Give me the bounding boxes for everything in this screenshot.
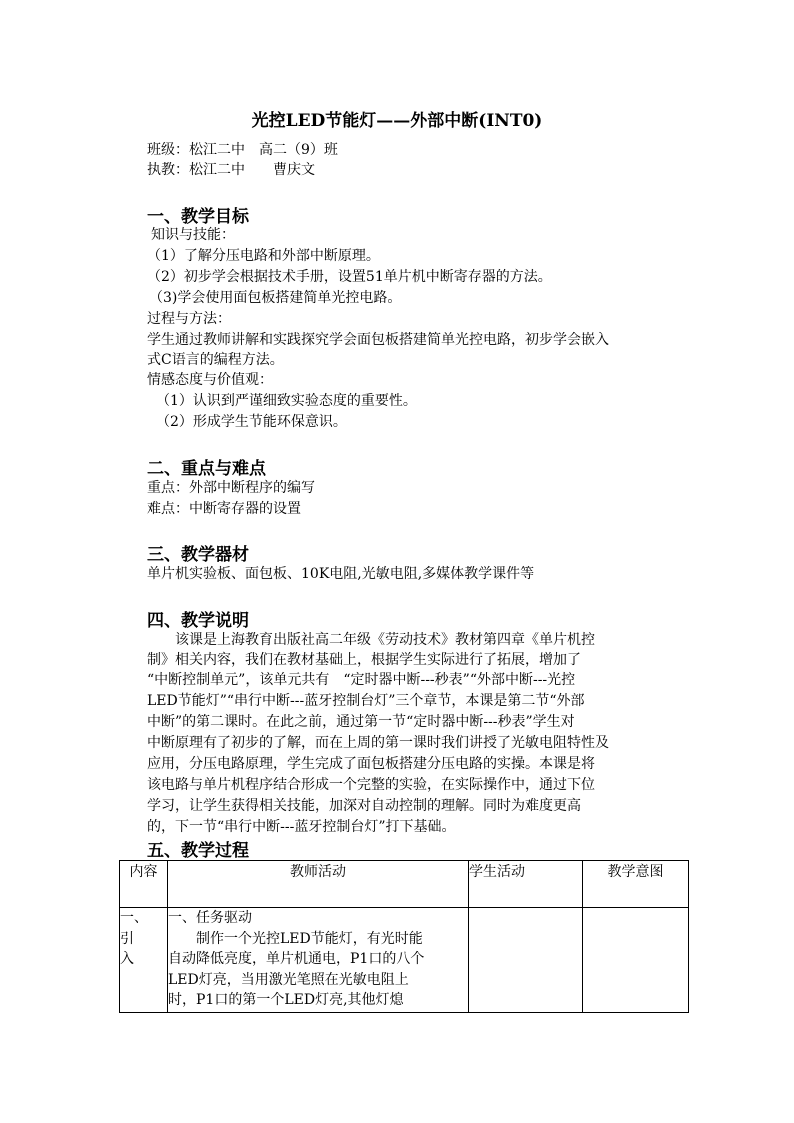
section1-line: （1）认识到严谨细致实验态度的重要性。 bbox=[156, 393, 417, 409]
document-title: 光控LED节能灯——外部中断(INT0) bbox=[251, 111, 543, 131]
row-content-line: 引 bbox=[120, 930, 134, 947]
section1-line: （2）初步学会根据技术手册，设置51单片机中断寄存器的方法。 bbox=[147, 269, 552, 285]
header-teaching-intent: 教学意图 bbox=[583, 861, 689, 908]
section1-line: （2）形成学生节能环保意识。 bbox=[156, 414, 347, 430]
section4-line: 该电路与单片机程序结合形成一个完整的实验，在实际操作中，通过下位 bbox=[147, 777, 595, 793]
teacher-activity-line: LED灯亮，当用激光笔照在光敏电阻上 bbox=[168, 971, 409, 988]
table-header-row bbox=[120, 861, 689, 908]
section1-line: 式C语言的编程方法。 bbox=[147, 352, 284, 368]
section1-line: 学生通过教师讲解和实践探究学会面包板搭建简单光控电路，初步学会嵌入 bbox=[147, 332, 609, 348]
row-student-activity-cell bbox=[469, 908, 583, 1013]
section4-line: 应用，分压电路原理，学生完成了面包板搭建分压电路的实操。本课是将 bbox=[147, 756, 595, 772]
row-teaching-intent-cell bbox=[583, 908, 689, 1013]
row-teacher-activity-cell bbox=[168, 908, 469, 1013]
row-content-line: 入 bbox=[120, 951, 134, 967]
header-student-activity: 学生活动 bbox=[469, 861, 583, 908]
section4-line: “中断控制单元”，该单元共有 “定时器中断---秒表”“外部中断---光控 bbox=[147, 672, 576, 688]
section4-line: 学习，让学生获得相关技能，加深对自动控制的理解。同时为难度更高 bbox=[147, 798, 581, 814]
teacher-info: 执教：松江二中 曹庆文 bbox=[147, 162, 315, 178]
section3-heading: 三、教学器材 bbox=[147, 545, 249, 565]
section4-heading: 四、教学说明 bbox=[147, 611, 249, 631]
section1-line: （1）了解分压电路和外部中断原理。 bbox=[147, 248, 380, 264]
section1-line: 知识与技能： bbox=[151, 227, 235, 243]
section1-line: 过程与方法： bbox=[147, 311, 231, 327]
section4-line: LED节能灯”“串行中断---蓝牙控制台灯”三个章节，本课是第二节“外部 bbox=[147, 693, 585, 709]
section3-line: 单片机实验板、面包板、10K电阻,光敏电阻,多媒体教学课件等 bbox=[147, 566, 535, 582]
section2-line: 难点：中断寄存器的设置 bbox=[147, 501, 301, 517]
class-info: 班级：松江二中 高二（9）班 bbox=[147, 142, 338, 158]
table-row bbox=[120, 908, 689, 1013]
section4-line: 该课是上海教育出版社高二年级《劳动技术》教材第四章《单片机控 bbox=[175, 632, 595, 648]
section5-heading: 五、教学过程 bbox=[147, 841, 249, 861]
header-content: 内容 bbox=[120, 861, 168, 908]
section2-heading: 二、重点与难点 bbox=[147, 459, 266, 479]
row-content-cell bbox=[120, 908, 168, 1013]
row-content-line: 一、 bbox=[120, 910, 148, 926]
section1-heading: 一、教学目标 bbox=[147, 207, 249, 227]
header-teacher-activity: 教师活动 bbox=[168, 861, 469, 908]
section4-line: 制》相关内容，我们在教材基础上，根据学生实际进行了拓展，增加了 bbox=[147, 652, 581, 668]
teacher-activity-line: 一、任务驱动 bbox=[168, 910, 252, 926]
section4-line: 的，下一节“串行中断---蓝牙控制台灯”打下基础。 bbox=[147, 819, 456, 835]
section2-line: 重点：外部中断程序的编写 bbox=[147, 480, 315, 496]
teacher-activity-line: 制作一个光控LED节能灯，有光时能 bbox=[168, 930, 423, 947]
teacher-activity-line: 自动降低亮度，单片机通电，P1口的八个 bbox=[168, 951, 425, 967]
teaching-process-table bbox=[119, 860, 689, 1013]
section4-line: 中断原理有了初步的了解，而在上周的第一课时我们讲授了光敏电阻特性及 bbox=[147, 735, 609, 751]
section1-line: （3)学会使用面包板搭建简单光控电路。 bbox=[149, 290, 402, 306]
section4-line: 中断”的第二课时。在此之前，通过第一节“定时器中断---秒表”学生对 bbox=[147, 714, 575, 730]
teacher-activity-line: 时，P1口的第一个LED灯亮,其他灯熄 bbox=[168, 992, 404, 1008]
section1-line: 情感态度与价值观： bbox=[147, 372, 273, 388]
